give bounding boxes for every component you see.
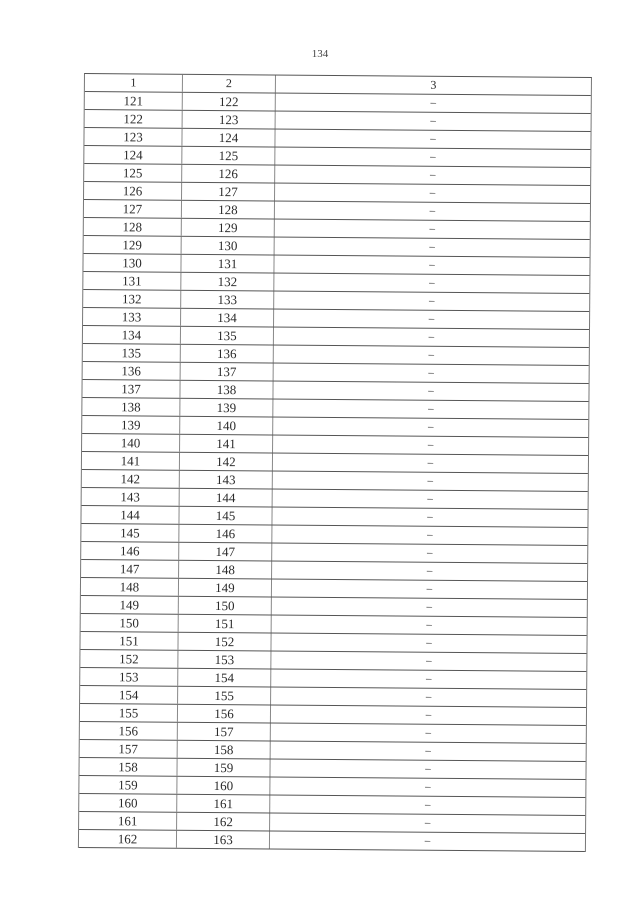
table-cell-col-2: 131	[181, 255, 274, 273]
table-cell-col-1: 133	[83, 308, 181, 326]
table-cell-col-2: 136	[181, 345, 274, 363]
table-cell-col-3: –	[429, 204, 436, 217]
table-cell-col-3: –	[430, 132, 436, 145]
table-cell-col-2: 141	[180, 435, 273, 453]
table-cell-col-3: –	[430, 96, 437, 109]
table-cell-col-2: 145	[179, 507, 272, 525]
table-cell-col-2: 152	[178, 633, 271, 651]
table-cell-col-2: 125	[182, 147, 275, 165]
table-cell-col-1: 136	[83, 362, 181, 380]
table-cell-col-1: 142	[82, 470, 180, 488]
table-cell-col-3: –	[424, 834, 431, 847]
table-cell-col-3: –	[429, 276, 435, 289]
table-cell-col-2: 139	[180, 399, 273, 417]
table-cell-col-2: 124	[182, 129, 275, 147]
table-cell-col-1: 134	[83, 326, 181, 344]
table-cell-col-2: 138	[180, 381, 273, 399]
table-cell-col-3: –	[428, 402, 434, 415]
table-cell-col-2: 126	[182, 165, 275, 183]
table-cell-col-3: –	[426, 564, 433, 577]
table-cell-col-1: 138	[82, 398, 180, 416]
table-cell-col-1: 143	[82, 488, 180, 506]
table-cell-col-3: –	[426, 654, 432, 667]
table-cell-col-3: –	[428, 330, 435, 343]
table-cell-col-3: –	[428, 366, 434, 379]
table-cell-col-2: 144	[180, 489, 273, 507]
table-cell-col-1: 128	[84, 218, 182, 236]
table-cell-col-2: 123	[183, 111, 276, 129]
page-number: 134	[311, 48, 329, 60]
table-row	[79, 830, 585, 852]
table-cell-col-2: 161	[177, 795, 270, 813]
table-cell-col-3: –	[428, 384, 434, 397]
table-cell-col-3: –	[427, 474, 434, 487]
table-cell-col-1: 151	[80, 632, 178, 650]
table-cell-col-2: 134	[181, 309, 274, 327]
table-cell-col-3: –	[426, 600, 433, 613]
table-cell-col-3: –	[430, 114, 436, 127]
table-cell-col-1: 139	[82, 416, 180, 434]
table-cell-col-2: 129	[182, 219, 275, 237]
table-cell-col-3: –	[428, 348, 435, 361]
table-cell-col-2: 147	[179, 543, 272, 561]
column-header-2: 2	[183, 75, 276, 93]
table-cell-col-3: –	[426, 546, 433, 559]
table-cell-col-2: 151	[179, 615, 272, 633]
table-cell-col-3: –	[427, 492, 433, 505]
table-cell-col-3: –	[425, 744, 431, 757]
table-cell-col-3: –	[429, 240, 435, 253]
table-cell-col-1: 124	[84, 146, 182, 164]
table-cell-col-3: –	[430, 150, 436, 163]
table-cell-col-1: 160	[79, 794, 177, 812]
table-cell-col-1: 137	[82, 380, 180, 398]
column-header-3: 3	[430, 77, 437, 92]
table-cell-col-1: 147	[81, 560, 179, 578]
table-cell-col-3: –	[426, 636, 432, 649]
table-cell-col-1: 123	[84, 128, 182, 146]
table-cell-col-1: 146	[81, 542, 179, 560]
table-body	[79, 92, 591, 852]
table-cell-col-2: 146	[179, 525, 272, 543]
table-cell-col-3: –	[425, 762, 431, 775]
table-cell-col-2: 159	[177, 759, 270, 777]
table-cell-col-3: –	[424, 816, 431, 829]
table-cell-col-1: 156	[80, 722, 178, 740]
table-cell-col-3: –	[428, 294, 435, 307]
table-cell-col-2: 137	[181, 363, 274, 381]
table-cell-col-2: 127	[182, 183, 275, 201]
table-cell-col-2: 143	[180, 471, 273, 489]
table-cell-col-1: 158	[79, 758, 177, 776]
table-cell-col-1: 157	[80, 740, 178, 758]
table-cell-col-2: 154	[178, 669, 271, 687]
table-cell-col-2: 162	[177, 813, 270, 831]
column-header-1: 1	[85, 74, 183, 92]
table-cell-col-3: –	[429, 186, 436, 199]
table-cell-col-3: –	[427, 420, 434, 433]
table-cell-col-3: –	[428, 312, 435, 325]
table-cell-col-1: 149	[81, 596, 179, 614]
table-cell-col-3: –	[425, 780, 431, 793]
data-table	[78, 73, 592, 852]
table-cell-col-2: 133	[181, 291, 274, 309]
table-cell-col-1: 135	[83, 344, 181, 362]
table-cell-col-3: –	[424, 798, 431, 811]
table-cell-col-3: –	[427, 510, 433, 523]
table-cell-col-1: 161	[79, 812, 177, 830]
table-cell-col-3: –	[425, 726, 432, 739]
table-cell-col-1: 125	[84, 164, 182, 182]
table-cell-col-2: 153	[178, 651, 271, 669]
table-cell-col-1: 130	[83, 254, 181, 272]
table-cell-col-2: 135	[181, 327, 274, 345]
table-cell-col-2: 140	[180, 417, 273, 435]
table-cell-col-1: 150	[81, 614, 179, 632]
table-cell-col-2: 128	[182, 201, 275, 219]
table-cell-col-1: 122	[85, 110, 183, 128]
table-cell-col-3: –	[427, 438, 434, 451]
table-cell-col-2: 160	[177, 777, 270, 795]
table-cell-col-1: 145	[81, 524, 179, 542]
table-cell-col-2: 148	[179, 561, 272, 579]
table-cell-col-3: –	[426, 618, 432, 631]
table-cell-col-3: –	[429, 258, 435, 271]
table-cell-col-3: –	[429, 222, 436, 235]
table-cell-col-1: 152	[80, 650, 178, 668]
table-cell-col-3: –	[429, 168, 436, 181]
table-cell-col-1: 141	[82, 452, 180, 470]
table-cell-col-1: 126	[84, 182, 182, 200]
table-cell-col-2: 155	[178, 687, 271, 705]
table-cell-col-1: 154	[80, 686, 178, 704]
table-cell-col-2: 142	[180, 453, 273, 471]
table-cell-col-1: 127	[84, 200, 182, 218]
table-cell-col-1: 162	[79, 830, 177, 848]
table-cell-col-2: 130	[182, 237, 275, 255]
table-cell-col-3: –	[425, 708, 432, 721]
table-cell-col-2: 132	[181, 273, 274, 291]
table-cell-col-2: 158	[178, 741, 271, 759]
table-cell-col-3: –	[426, 582, 433, 595]
table-cell-col-1: 121	[85, 92, 183, 110]
table-cell-col-1: 144	[81, 506, 179, 524]
table-cell-col-2: 122	[183, 93, 276, 111]
table-cell-col-1: 140	[82, 434, 180, 452]
table-cell-col-1: 148	[81, 578, 179, 596]
table-cell-col-3: –	[425, 672, 432, 685]
table-cell-col-2: 149	[179, 579, 272, 597]
table-cell-col-2: 156	[178, 705, 271, 723]
table-cell-col-3: –	[427, 456, 434, 469]
table-cell-col-3: –	[427, 528, 433, 541]
table-cell-col-2: 163	[177, 831, 270, 849]
table-cell-col-1: 129	[84, 236, 182, 254]
table-cell-col-1: 153	[80, 668, 178, 686]
table-cell-col-3: –	[425, 690, 432, 703]
table-cell-col-1: 131	[83, 272, 181, 290]
table-cell-col-1: 132	[83, 290, 181, 308]
table-cell-col-2: 150	[179, 597, 272, 615]
table-cell-col-2: 157	[178, 723, 271, 741]
table-cell-col-1: 159	[79, 776, 177, 794]
table-cell-col-1: 155	[80, 704, 178, 722]
